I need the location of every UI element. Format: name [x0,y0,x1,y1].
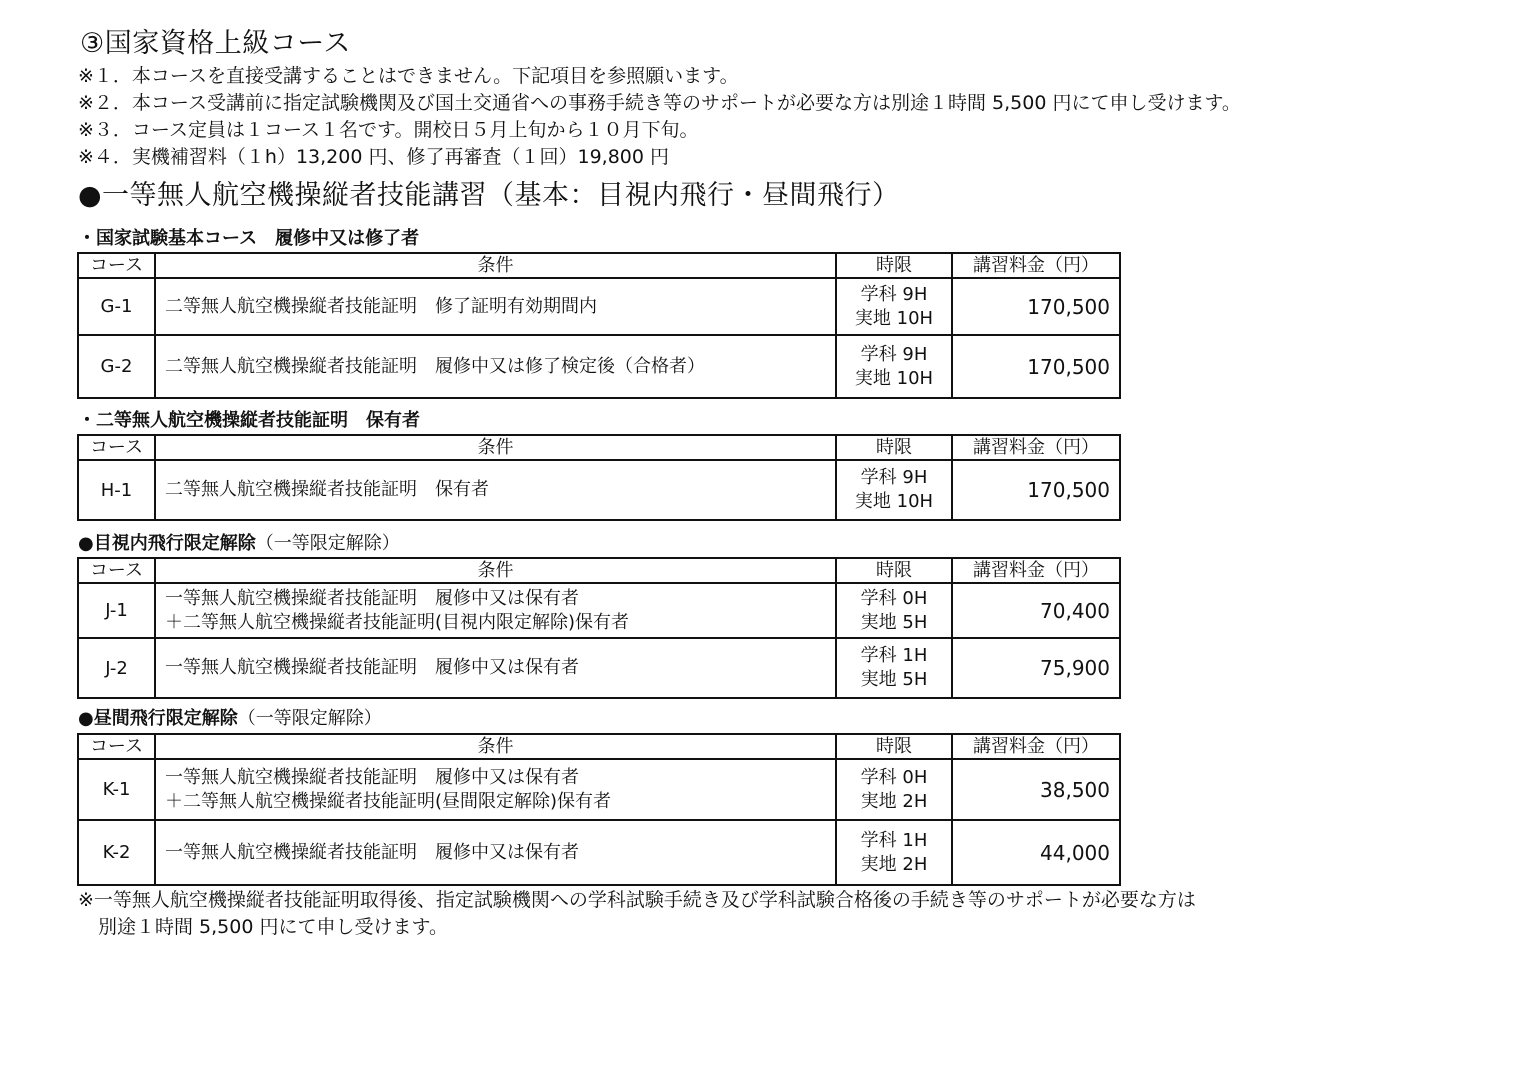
course-fee: 170,500 [952,460,1120,520]
note-3: ※３．コース定員は１コース１名です。開校日５月上旬から１０月下旬。 [78,119,699,141]
course-condition [155,759,836,820]
section-heading: ●一等無人航空機操縦者技能講習（基本：目視内飛行・昼間飛行） [78,180,900,211]
hours-line: 学科 9H [860,343,928,365]
course-condition [155,460,836,520]
hours-line: 学科 9H [860,467,928,488]
col-header-course: コース [78,253,155,278]
hours-line: 学科 9H [860,283,928,305]
hours-line: 実地 5H [860,669,928,690]
course-code: G-2 [78,335,155,398]
section-label-visual-line-of-sight [78,532,400,556]
course-fee: 170,500 [952,278,1120,335]
col-header-hours: 時限 [836,558,952,583]
course-fee: 75,900 [952,638,1120,698]
course-code: G-1 [78,278,155,335]
section-label-second-class-holder [78,409,420,433]
col-header-hours: 時限 [836,435,952,460]
section-label-normal: （一等限定解除） [237,708,382,729]
course-table-visual-line-of-sight [77,557,1121,699]
table-header-row [78,558,1120,583]
course-fee: 44,000 [952,820,1120,885]
col-header-condition: 条件 [155,253,836,278]
hours-line: 実地 10H [854,367,934,389]
course-hours [836,638,952,698]
table-header-row [78,253,1120,278]
course-condition [155,638,836,698]
course-hours [836,460,952,520]
section-label-bold: ●目視内飛行限定解除 [78,533,256,554]
section-label-bold: ●昼間飛行限定解除 [78,708,238,729]
table-row [78,759,1120,820]
course-code: K-2 [78,820,155,885]
section-label-national-exam [78,227,419,251]
table-row [78,460,1120,520]
section-label-normal: （一等限定解除） [255,533,400,554]
condition-line: 一等無人航空機操縦者技能証明 履修中又は保有者 [165,657,579,678]
section-label-daytime-flight [78,707,382,731]
course-code: J-2 [78,638,155,698]
table-header-row [78,435,1120,460]
col-header-course: コース [78,734,155,759]
condition-line: ＋二等無人航空機操縦者技能証明(昼間限定解除)保有者 [165,790,612,812]
course-fee: 170,500 [952,335,1120,398]
col-header-fee: 講習料金（円） [952,253,1120,278]
footnote-line-1: ※一等無人航空機操縦者技能証明取得後、指定試験機関への学科試験手続き及び学科試験合格後の手続き等のサポートが必要な方は [78,889,1196,911]
footnote-line-2: 別途１時間 5,500 円にて申し受けます。 [98,916,448,938]
hours-line: 実地 2H [860,790,928,812]
page-title: ③国家資格上級コース [80,28,351,59]
course-hours [836,278,952,335]
course-table-daytime-flight [77,733,1121,886]
condition-line: 一等無人航空機操縦者技能証明 履修中又は保有者 [165,841,579,863]
hours-line: 実地 5H [860,611,928,633]
hours-line: 実地 10H [854,307,934,329]
col-header-fee: 講習料金（円） [952,734,1120,759]
condition-line: ＋二等無人航空機操縦者技能証明(目視内限定解除)保有者 [165,611,630,633]
table-header-row [78,734,1120,759]
hours-line: 実地 2H [860,853,928,875]
col-header-hours: 時限 [836,253,952,278]
hours-line: 学科 0H [860,587,928,609]
table-row [78,583,1120,638]
table-row [78,278,1120,335]
course-condition [155,820,836,885]
course-table-national-exam [77,252,1121,399]
table-row [78,335,1120,398]
course-code: J-1 [78,583,155,638]
col-header-course: コース [78,435,155,460]
condition-line: 二等無人航空機操縦者技能証明 修了証明有効期間内 [165,295,597,317]
hours-line: 実地 10H [854,491,934,512]
condition-line: 一等無人航空機操縦者技能証明 履修中又は保有者 [165,766,579,788]
course-code: K-1 [78,759,155,820]
condition-line: 二等無人航空機操縦者技能証明 保有者 [165,479,489,500]
course-hours [836,820,952,885]
course-hours [836,583,952,638]
course-condition [155,335,836,398]
col-header-hours: 時限 [836,734,952,759]
note-4: ※４．実機補習料（１h）13,200 円、修了再審査（１回）19,800 円 [78,146,670,168]
section-label-bold: ・国家試験基本コース 履修中又は修了者 [78,228,420,249]
note-1: ※１．本コースを直接受講することはできません。下記項目を参照願います。 [78,65,739,87]
condition-line: 二等無人航空機操縦者技能証明 履修中又は修了検定後（合格者） [165,355,705,377]
note-2: ※２．本コース受講前に指定試験機関及び国土交通省への事務手続き等のサポートが必要な方は別途１時間 5,500 円にて申し受けます。 [78,92,1241,114]
course-condition [155,278,836,335]
course-hours [836,759,952,820]
hours-line: 学科 1H [860,829,928,851]
table-row [78,820,1120,885]
col-header-course: コース [78,558,155,583]
course-fee: 70,400 [952,583,1120,638]
table-row [78,638,1120,698]
course-table-second-class-holder [77,434,1121,521]
col-header-condition: 条件 [155,435,836,460]
col-header-fee: 講習料金（円） [952,435,1120,460]
condition-line: 一等無人航空機操縦者技能証明 履修中又は保有者 [165,587,579,609]
col-header-fee: 講習料金（円） [952,558,1120,583]
course-fee: 38,500 [952,759,1120,820]
col-header-condition: 条件 [155,558,836,583]
course-hours [836,335,952,398]
col-header-condition: 条件 [155,734,836,759]
hours-line: 学科 0H [860,766,928,788]
course-condition [155,583,836,638]
course-code: H-1 [78,460,155,520]
section-label-bold: ・二等無人航空機操縦者技能証明 保有者 [78,410,420,431]
footnote [78,887,1196,941]
hours-line: 学科 1H [860,645,928,666]
